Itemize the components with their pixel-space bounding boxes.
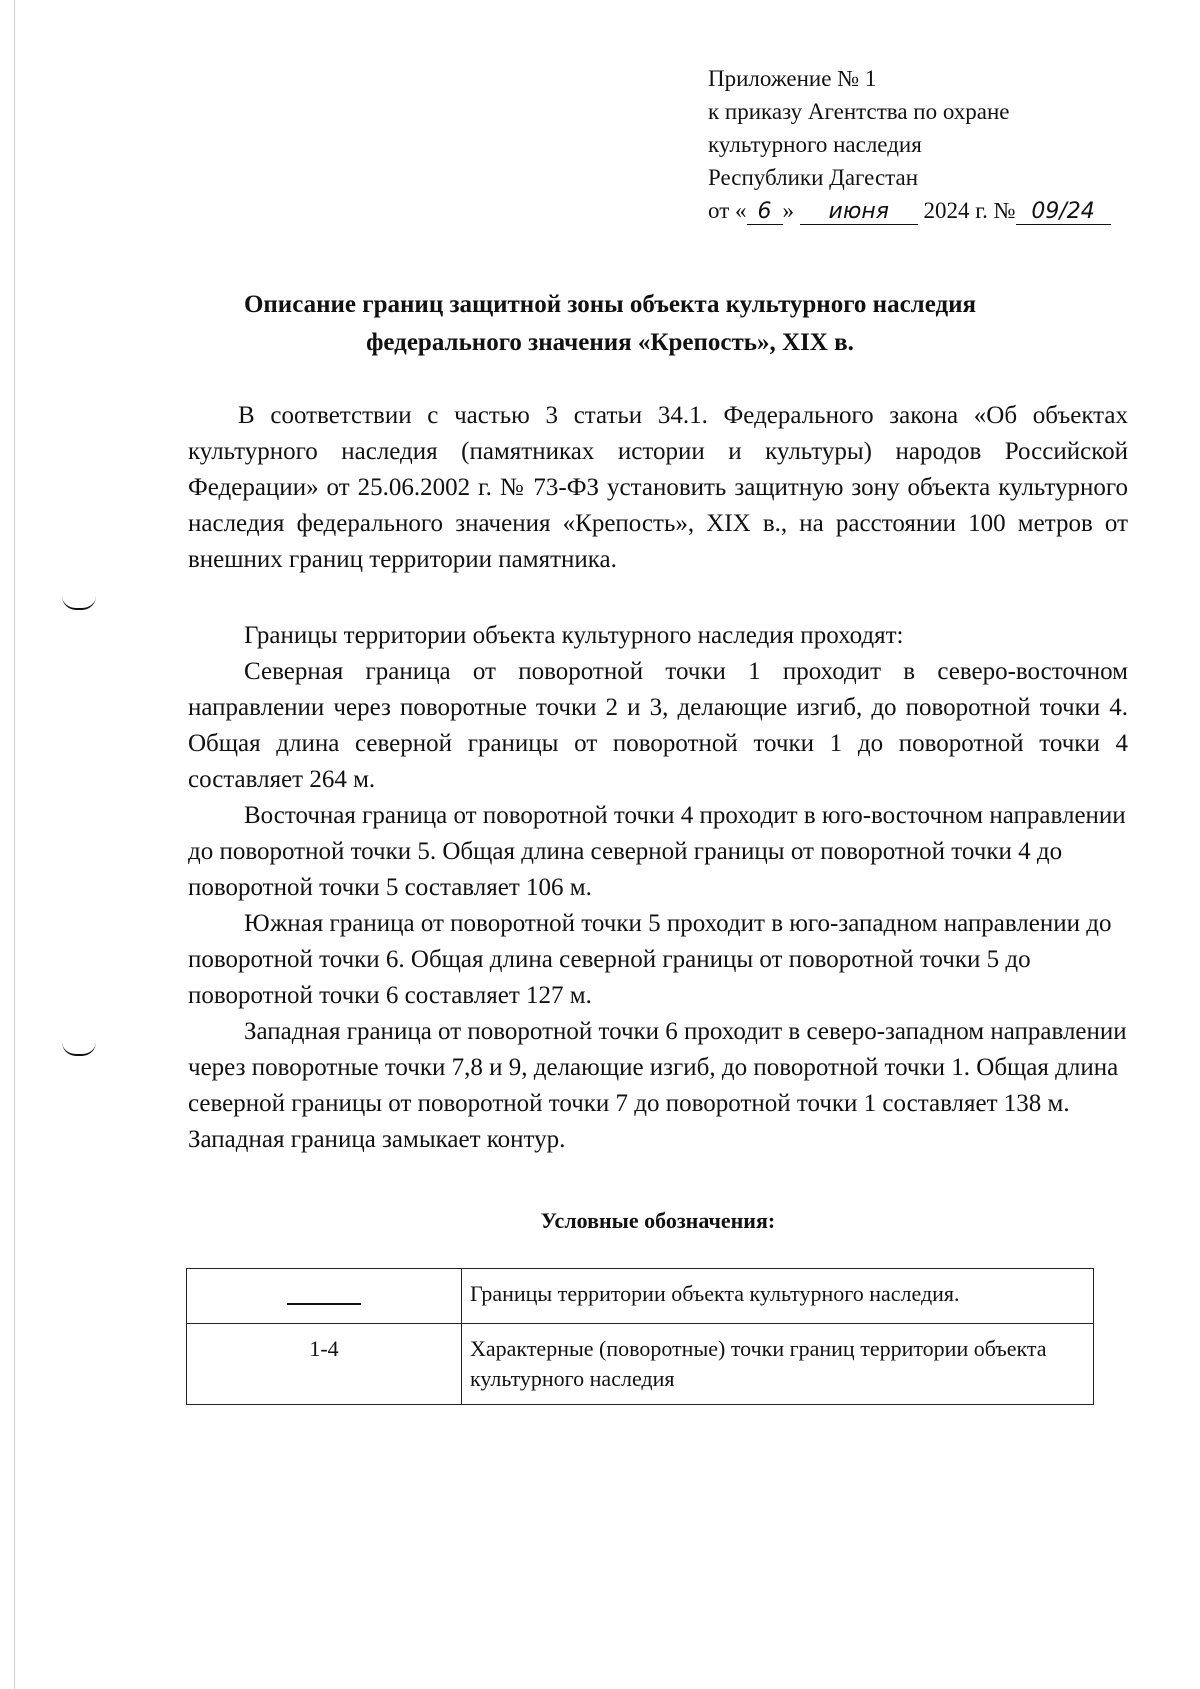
north-boundary-paragraph: Северная граница от поворотной точки 1 проходит в северо-восточном направлении через поворотные точки 2 и 3, делающие изгиб, до поворотной точки 4. Общая длина северной границы от поворотной точки 1 до поворотной точки 4 составляет 264 м. (188, 658, 1128, 793)
legend-symbol-cell: 1-4 (187, 1324, 462, 1405)
handwritten-day: 6 (747, 200, 783, 225)
west-boundary-paragraph: Западная граница от поворотной точки 6 проходит в северо-западном направлении через поворотные точки 7,8 и 9, делающие изгиб, до поворотной точки 1. Общая длина северной границы от поворотной точки 7 до поворотной точки 1 составляет 138 м. Западная граница замыкает контур. (188, 1018, 1127, 1153)
title-line-2: федерального значения «Крепость», XIX в. (366, 329, 854, 356)
date-prefix: от « (708, 198, 747, 223)
legend-row (187, 1324, 1094, 1405)
boundaries-heading: Границы территории объекта культурного наследия проходят: (244, 622, 904, 649)
document-title (140, 286, 1080, 362)
intro-text: В соответствии с частью 3 статьи 34.1. Федерального закона «Об объектах культурного наследия (памятниках истории и культуры) народов Российской Федерации» от 25.06.2002 г. № 73-ФЗ установить защитную зону объекта культурного наследия федерального значения «Крепость», XIX в., на расстоянии 100 метров от внешних границ территории памятника. (188, 402, 1128, 573)
boundaries-section (188, 618, 1128, 1158)
legend-title: Условные обозначения: (540, 1208, 776, 1233)
appendix-header (708, 62, 1178, 227)
legend-description-cell: Границы территории объекта культурного наследия. (462, 1269, 1094, 1324)
scan-edge-line (14, 0, 15, 1689)
legend-symbol-cell (187, 1269, 462, 1324)
legend-description-cell: Характерные (поворотные) точки границ территории объекта культурного наследия (462, 1324, 1094, 1405)
appendix-date-line (708, 194, 1178, 227)
legend-row (187, 1269, 1094, 1324)
appendix-agency-line: культурного наследия (708, 132, 922, 157)
appendix-order-line: к приказу Агентства по охране (708, 99, 1010, 124)
boundary-line-symbol (287, 1279, 361, 1305)
appendix-number: Приложение № 1 (708, 66, 877, 91)
handwritten-order-number: 09/24 (1016, 200, 1111, 225)
appendix-republic-line: Республики Дагестан (708, 165, 918, 190)
number-label: № (993, 198, 1016, 223)
margin-mark (62, 1042, 96, 1056)
date-mid: » (782, 198, 794, 223)
margin-mark (62, 596, 96, 610)
legend-table (186, 1268, 1094, 1405)
date-year: 2024 г. (923, 198, 988, 223)
south-boundary-paragraph: Южная граница от поворотной точки 5 проходит в юго-западном направлении до поворотной точки 6. Общая длина северной границы от поворотной точки 5 до поворотной точки 6 составляет 127 м. (188, 910, 1112, 1009)
handwritten-month: июня (800, 200, 918, 225)
intro-paragraph (188, 398, 1128, 578)
east-boundary-paragraph: Восточная граница от поворотной точки 4 проходит в юго-восточном направлении до поворотной точки 5. Общая длина северной границы от поворотной точки 4 до поворотной точки 5 составляет 106 м. (188, 802, 1126, 901)
title-line-1: Описание границ защитной зоны объекта культурного наследия (243, 291, 977, 318)
